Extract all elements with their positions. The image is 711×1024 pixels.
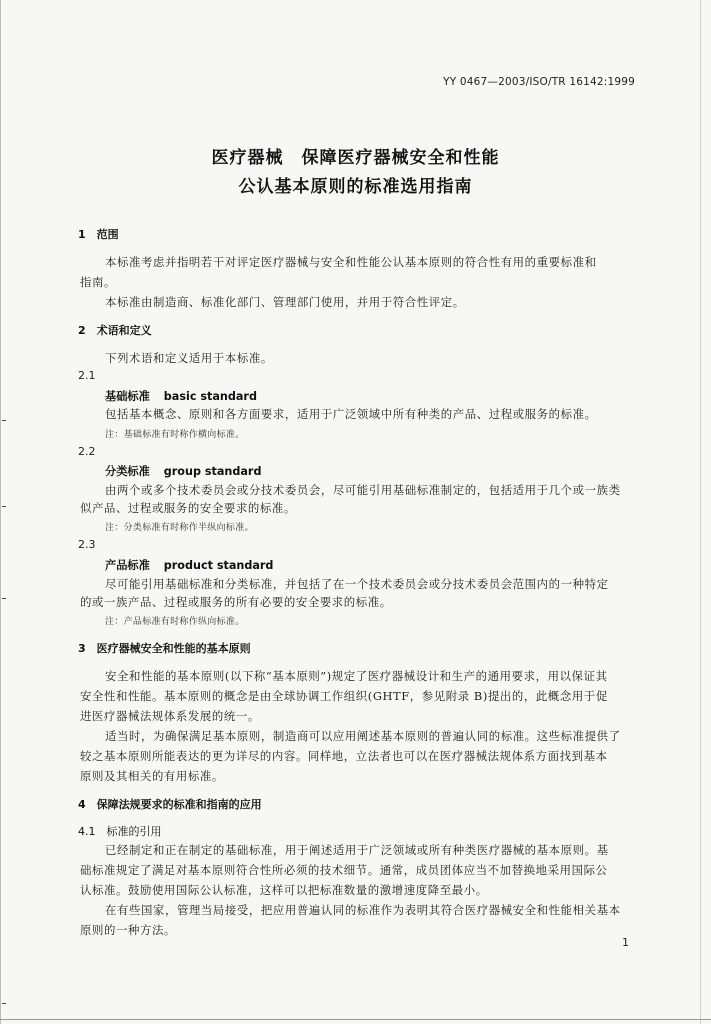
term-definition: 包括基本概念、原则和各方面要求，适用于广泛领域中所有种类的产品、过程或服务的标准。 bbox=[105, 407, 597, 421]
s3-paragraph-line: 安全性和性能。基本原则的概念是由全球协调工作组织(GHTF，参见附录 B)提出的，此概念用于促 bbox=[80, 689, 608, 703]
s3-paragraph-line: 安全和性能的基本原则(以下称“基本原则”)规定了医疗器械设计和生产的通用要求，用以保证其 bbox=[105, 669, 608, 683]
s4-paragraph-line: 已经制定和正在制定的基础标准，用于阐述适用于广泛领域或所有种类医疗器械的基本原则。基 bbox=[105, 843, 609, 857]
s4-paragraph-line: 原则的一种方法。 bbox=[80, 923, 176, 937]
term-definition: 的或一族产品、过程或服务的所有必要的安全要求的标准。 bbox=[80, 595, 392, 609]
term-en: basic standard bbox=[163, 390, 257, 403]
s1-paragraph-line: 本标准考虑并指明若干对评定医疗器械与安全和性能公认基本原则的符合性有用的重要标准和 bbox=[105, 255, 597, 269]
scan-mark bbox=[2, 506, 6, 507]
s3-paragraph-line: 进医疗器械法规体系发展的统一。 bbox=[80, 709, 260, 723]
term-cn: 基础标准 bbox=[105, 389, 150, 403]
s2-intro: 下列术语和定义适用于本标准。 bbox=[105, 351, 273, 365]
clause-number: 2.3 bbox=[78, 538, 96, 551]
scan-mark bbox=[2, 1003, 6, 1004]
subsection-4-1-heading: 4.1 标准的引用 bbox=[78, 825, 162, 838]
doc-title-line1: 医疗器械 保障医疗器械安全和性能 bbox=[211, 148, 500, 168]
scan-bottom-edge bbox=[0, 1019, 711, 1020]
clause-number: 2.2 bbox=[78, 445, 96, 458]
term-en: product standard bbox=[163, 559, 274, 572]
clause-number: 2.1 bbox=[78, 369, 96, 382]
scan-mark bbox=[2, 420, 6, 421]
s3-paragraph-line: 适当时，为确保满足基本原则，制造商可以应用阐述基本原则的普遍认同的标准。这些标准提供了 bbox=[105, 729, 621, 743]
term-note: 注：基础标准有时称作横向标准。 bbox=[105, 430, 245, 440]
term-heading bbox=[105, 463, 261, 479]
term-cn: 产品标准 bbox=[105, 558, 150, 572]
doc-title-line2: 公认基本原则的标准选用指南 bbox=[238, 177, 473, 197]
term-note: 注：产品标准有时称作纵向标准。 bbox=[105, 617, 245, 627]
term-definition: 似产品、过程或服务的安全要求的标准。 bbox=[80, 501, 296, 515]
scan-mark bbox=[2, 598, 6, 599]
page-number: 1 bbox=[622, 936, 629, 949]
s4-paragraph-line: 认标准。鼓励使用国际公认标准，这样可以把标准数量的激增速度降至最小。 bbox=[80, 883, 488, 897]
section-2-heading: 2 术语和定义 bbox=[78, 324, 152, 337]
standard-code: YY 0467—2003/ISO/TR 16142:1999 bbox=[443, 76, 635, 88]
section-3-heading: 3 医疗器械安全和性能的基本原则 bbox=[78, 642, 251, 655]
section-1-heading: 1 范围 bbox=[78, 228, 119, 241]
s4-paragraph-line: 础标准规定了满足对基本原则符合性所必须的技术细节。通常，成员团体应当不加替换地采用国际公 bbox=[80, 863, 608, 877]
s4-paragraph-line: 在有些国家，管理当局接受，把应用普遍认同的标准作为表明其符合医疗器械安全和性能相关基本 bbox=[105, 903, 621, 917]
term-definition: 尽可能引用基础标准和分类标准，并包括了在一个技术委员会或分技术委员会范围内的一种特定 bbox=[105, 577, 609, 591]
term-heading bbox=[105, 557, 273, 573]
term-en: group standard bbox=[163, 465, 262, 478]
term-definition: 由两个或多个技术委员会或分技术委员会，尽可能引用基础标准制定的，包括适用于几个或一族类 bbox=[105, 483, 621, 497]
s1-paragraph-line: 指南。 bbox=[80, 275, 116, 289]
s3-paragraph-line: 较之基本原则所能表达的更为详尽的内容。同样地，立法者也可以在医疗器械法规体系方面找到基本 bbox=[80, 749, 608, 763]
s1-paragraph-line: 本标准由制造商、标准化部门、管理部门使用，并用于符合性评定。 bbox=[105, 295, 465, 309]
section-4-heading: 4 保障法规要求的标准和指南的应用 bbox=[78, 798, 262, 811]
term-note: 注：分类标准有时称作半纵向标准。 bbox=[105, 523, 254, 533]
s3-paragraph-line: 原则及其相关的有用标准。 bbox=[80, 769, 224, 783]
term-heading bbox=[105, 388, 257, 404]
term-cn: 分类标准 bbox=[105, 464, 150, 478]
